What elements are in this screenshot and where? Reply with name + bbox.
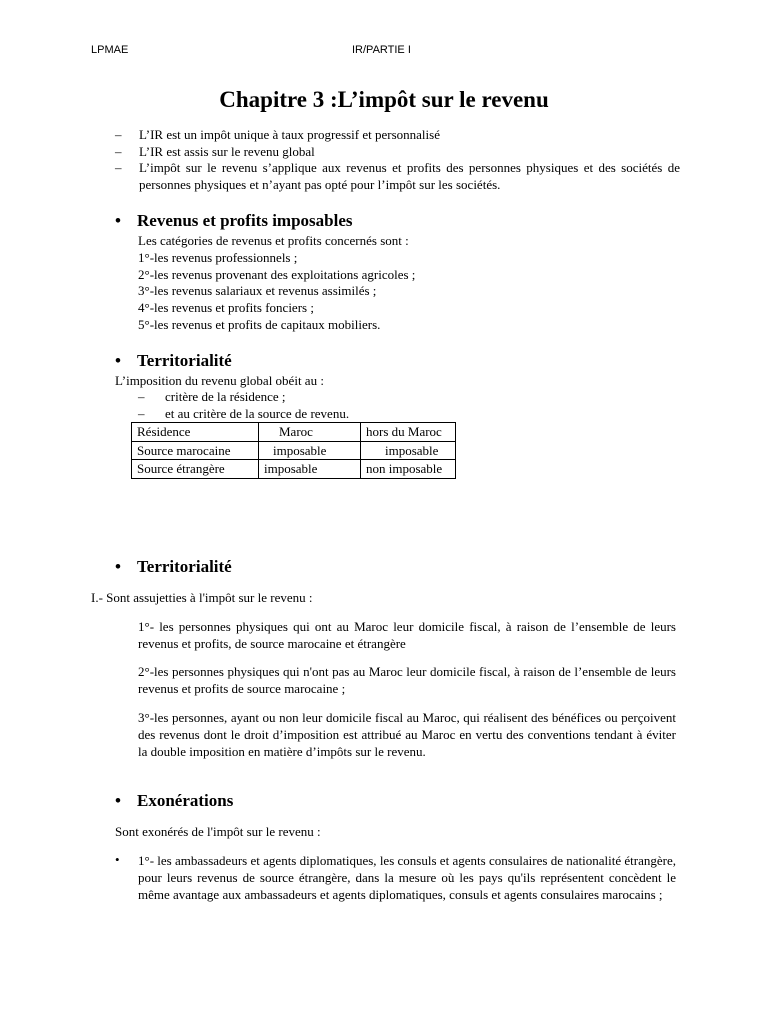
section-heading-territorialite (115, 351, 232, 371)
list-item-text: L’IR est assis sur le revenu global (139, 143, 315, 159)
intro-list (115, 127, 680, 193)
list-item: 2°-les revenus provenant des exploitations agricoles ; (138, 266, 416, 282)
list-item-text: L’IR est un impôt unique à taux progressif et personnalisé (139, 127, 440, 142)
section-heading-revenus (115, 211, 353, 231)
list-item: 1°- les ambassadeurs et agents diplomatiques, les consuls et agents consulaires de nationalité étrangère, pour leurs revenus de source étrangère, dans la mesure où les pays qu'ils représentent concèdent le même avantage aux ambassadeurs et agents diplomatiques, consuls et agents consulaires marocains ; (138, 853, 676, 902)
list-item (138, 406, 438, 423)
dash-marker: – (115, 143, 122, 159)
header-center: IR/PARTIE I (352, 44, 411, 56)
table-cell: non imposable (361, 460, 456, 479)
section4-intro: Sont exonérés de l'impôt sur le revenu : (115, 824, 321, 839)
bullet-marker: • (115, 351, 121, 370)
list-item: 1°-les revenus professionnels ; (138, 249, 298, 265)
dash-marker: – (138, 389, 145, 404)
table-cell: imposable (259, 460, 361, 479)
dash-marker: – (115, 127, 122, 142)
list-item: 5°-les revenus et profits de capitaux mobiliers. (138, 316, 381, 332)
section-heading-exonerations (115, 791, 233, 811)
list-item-text: et au critère de la source de revenu. (165, 405, 350, 421)
territoriality-table (131, 422, 456, 479)
table-cell: imposable (361, 441, 456, 460)
table-cell: Maroc (259, 423, 361, 442)
list-item (138, 389, 438, 406)
section-heading-text: Revenus et profits imposables (137, 211, 353, 230)
criteria-list (138, 389, 438, 422)
section2-intro: L’imposition du revenu global obéit au : (115, 373, 324, 388)
bullet-marker: • (115, 852, 120, 867)
table-header-row (132, 423, 456, 442)
bullet-marker: • (115, 211, 121, 230)
table-cell: imposable (259, 441, 361, 460)
table-cell: hors du Maroc (361, 423, 456, 442)
section1-intro: Les catégories de revenus et profits concernés sont : (138, 233, 409, 248)
list-item (115, 127, 680, 144)
bullet-marker: • (115, 557, 121, 576)
list-item (115, 144, 680, 161)
list-item-text: critère de la résidence ; (165, 389, 286, 404)
table-row (132, 441, 456, 460)
section3-intro: I.- Sont assujetties à l'impôt sur le revenu : (91, 590, 313, 605)
bullet-marker: • (115, 791, 121, 810)
dash-marker: – (138, 405, 145, 421)
section-heading-territorialite-2 (115, 557, 232, 577)
dash-marker: – (115, 160, 122, 175)
list-item: 3°-les revenus salariaux et revenus assimilés ; (138, 283, 377, 299)
header-left: LPMAE (91, 44, 129, 56)
table-cell: Résidence (132, 423, 259, 442)
page-title: Chapitre 3 :L’impôt sur le revenu (219, 87, 549, 112)
list-item-text: L’impôt sur le revenu s’applique aux revenus et profits des personnes physiques et des sociétés de personnes physiques et n’ayant pas opté pour l’impôt sur les sociétés. (139, 160, 680, 192)
table-cell: Source étrangère (132, 460, 259, 479)
section1-body (138, 233, 415, 334)
table-cell: Source marocaine (132, 441, 259, 460)
section-heading-text: Territorialité (137, 557, 232, 576)
paragraph: 3°-les personnes, ayant ou non leur domicile fiscal au Maroc, qui réalisent des bénéfices ou perçoivent des revenus dont le droit d’imposition est attribué au Maroc en vertu des conventions tendant à éviter la double imposition en matière d’impôts sur le revenu. (138, 710, 676, 759)
table-row (132, 460, 456, 479)
section-heading-text: Exonérations (137, 791, 234, 810)
list-item: 4°-les revenus et profits fonciers ; (138, 300, 314, 316)
list-item (115, 160, 680, 193)
paragraph: 1°- les personnes physiques qui ont au Maroc leur domicile fiscal, à raison de l’ensemble de leurs revenus et profits, de source marocaine et étrangère (138, 619, 676, 651)
paragraph: 2°-les personnes physiques qui n'ont pas au Maroc leur domicile fiscal, à raison de l’ensemble de leurs revenus et profits de source marocaine ; (138, 664, 676, 696)
section-heading-text: Territorialité (137, 351, 232, 370)
